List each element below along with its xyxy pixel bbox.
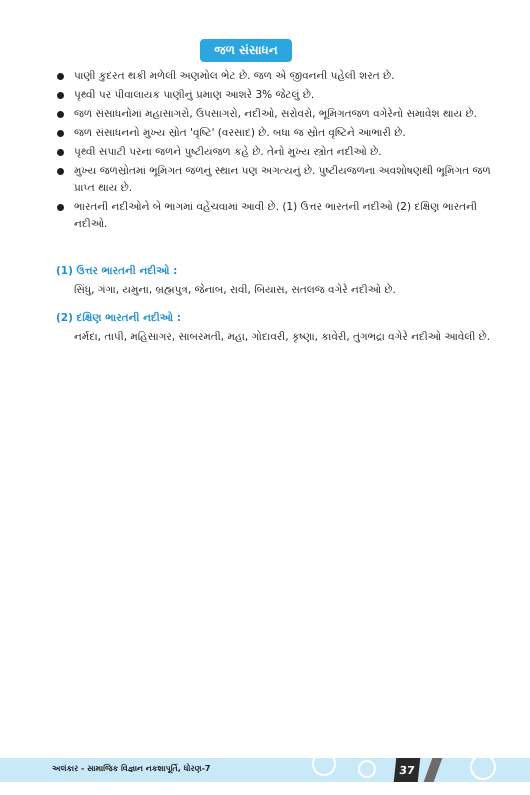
bullet-text: પૃથ્વી પર પીવાલાયક પાણીનું પ્રમાણ આશરે 3% જેટલું છે. <box>74 89 315 101</box>
bullet-text: મુખ્ય જળસ્રોતમાં ભૂમિગત જળનું સ્થાન પણ અગત્યનું છે. પુષ્ટીયજળના અવશોષણથી ભૂમિગત જળ પ્રાપ્ત થાય છે. <box>74 165 491 194</box>
bullet-icon <box>57 168 64 175</box>
page-number: 37 <box>394 758 421 782</box>
bullet-icon <box>57 73 64 80</box>
bullet-text: જળ સંસાધનોમાં મહાસાગરો, ઉપસાગરો, નદીઓ, સરોવરો, ભૂમિગતજળ વગેરેનો સમાવેશ થાય છે. <box>74 108 477 120</box>
bullet-icon <box>57 92 64 99</box>
bullet-text: જળ સંસાધનનો મુખ્ય સ્રોત 'વૃષ્ટિ' (વરસાદ) છે. બધા જ સ્રોત વૃષ્ટિને આભારી છે. <box>74 127 406 139</box>
circle-decoration-icon <box>358 760 376 778</box>
bullet-icon <box>57 149 64 156</box>
list-item <box>54 163 494 197</box>
page-title: જળ સંસાધન <box>200 39 292 62</box>
list-item <box>54 125 494 142</box>
circle-decoration-icon <box>470 754 496 780</box>
bullet-text: પૃથ્વી સપાટી પરના જળને પુષ્ટીયજળ કહે છે. તેનો મુખ્ય સ્ત્રોત નદીઓ છે. <box>74 146 382 158</box>
list-item <box>54 144 494 161</box>
north-rivers-section <box>56 265 496 299</box>
bullet-text: ભારતની નદીઓને બે ભાગમાં વહેંચવામાં આવી છે. (1) ઉત્તર ભારતની નદીઓ (2) દક્ષિણ ભારતની નદીઓ. <box>74 201 477 230</box>
south-rivers-section <box>56 312 496 346</box>
section-heading: (2) દક્ષિણ ભારતની નદીઓ : <box>56 312 181 324</box>
bullet-list <box>54 68 494 235</box>
section-text: નર્મદા, તાપી, મહિસાગર, સાબરમતી, મહા, ગોદાવરી, કૃષ્ણા, કાવેરી, તુંગભદ્રા વગેરે નદીઓ આવેલી છે. <box>74 331 491 343</box>
bullet-text: પાણી કુદરત થકી મળેલી અણમોલ ભેટ છે. જળ એ જીવનની પહેલી શરત છે. <box>74 70 395 82</box>
bullet-icon <box>57 111 64 118</box>
book-title: અલંકાર - સામાજિક વિજ્ઞાન નકશાપૂર્તિ, ધોરણ-7 <box>52 764 211 773</box>
footer-band <box>0 758 530 782</box>
list-item <box>54 87 494 104</box>
bullet-icon <box>57 130 64 137</box>
list-item <box>54 199 494 233</box>
circle-decoration-icon <box>312 752 336 776</box>
section-heading: (1) ઉત્તર ભારતની નદીઓ : <box>56 265 178 277</box>
section-text: સિંધુ, ગંગા, યમુના, બ્રહ્મપુત્ર, જેનાબ, રાવી, બિયાસ, સતલજ વગેરે નદીઓ છે. <box>74 284 396 296</box>
list-item <box>54 68 494 85</box>
bullet-icon <box>57 204 64 211</box>
list-item <box>54 106 494 123</box>
